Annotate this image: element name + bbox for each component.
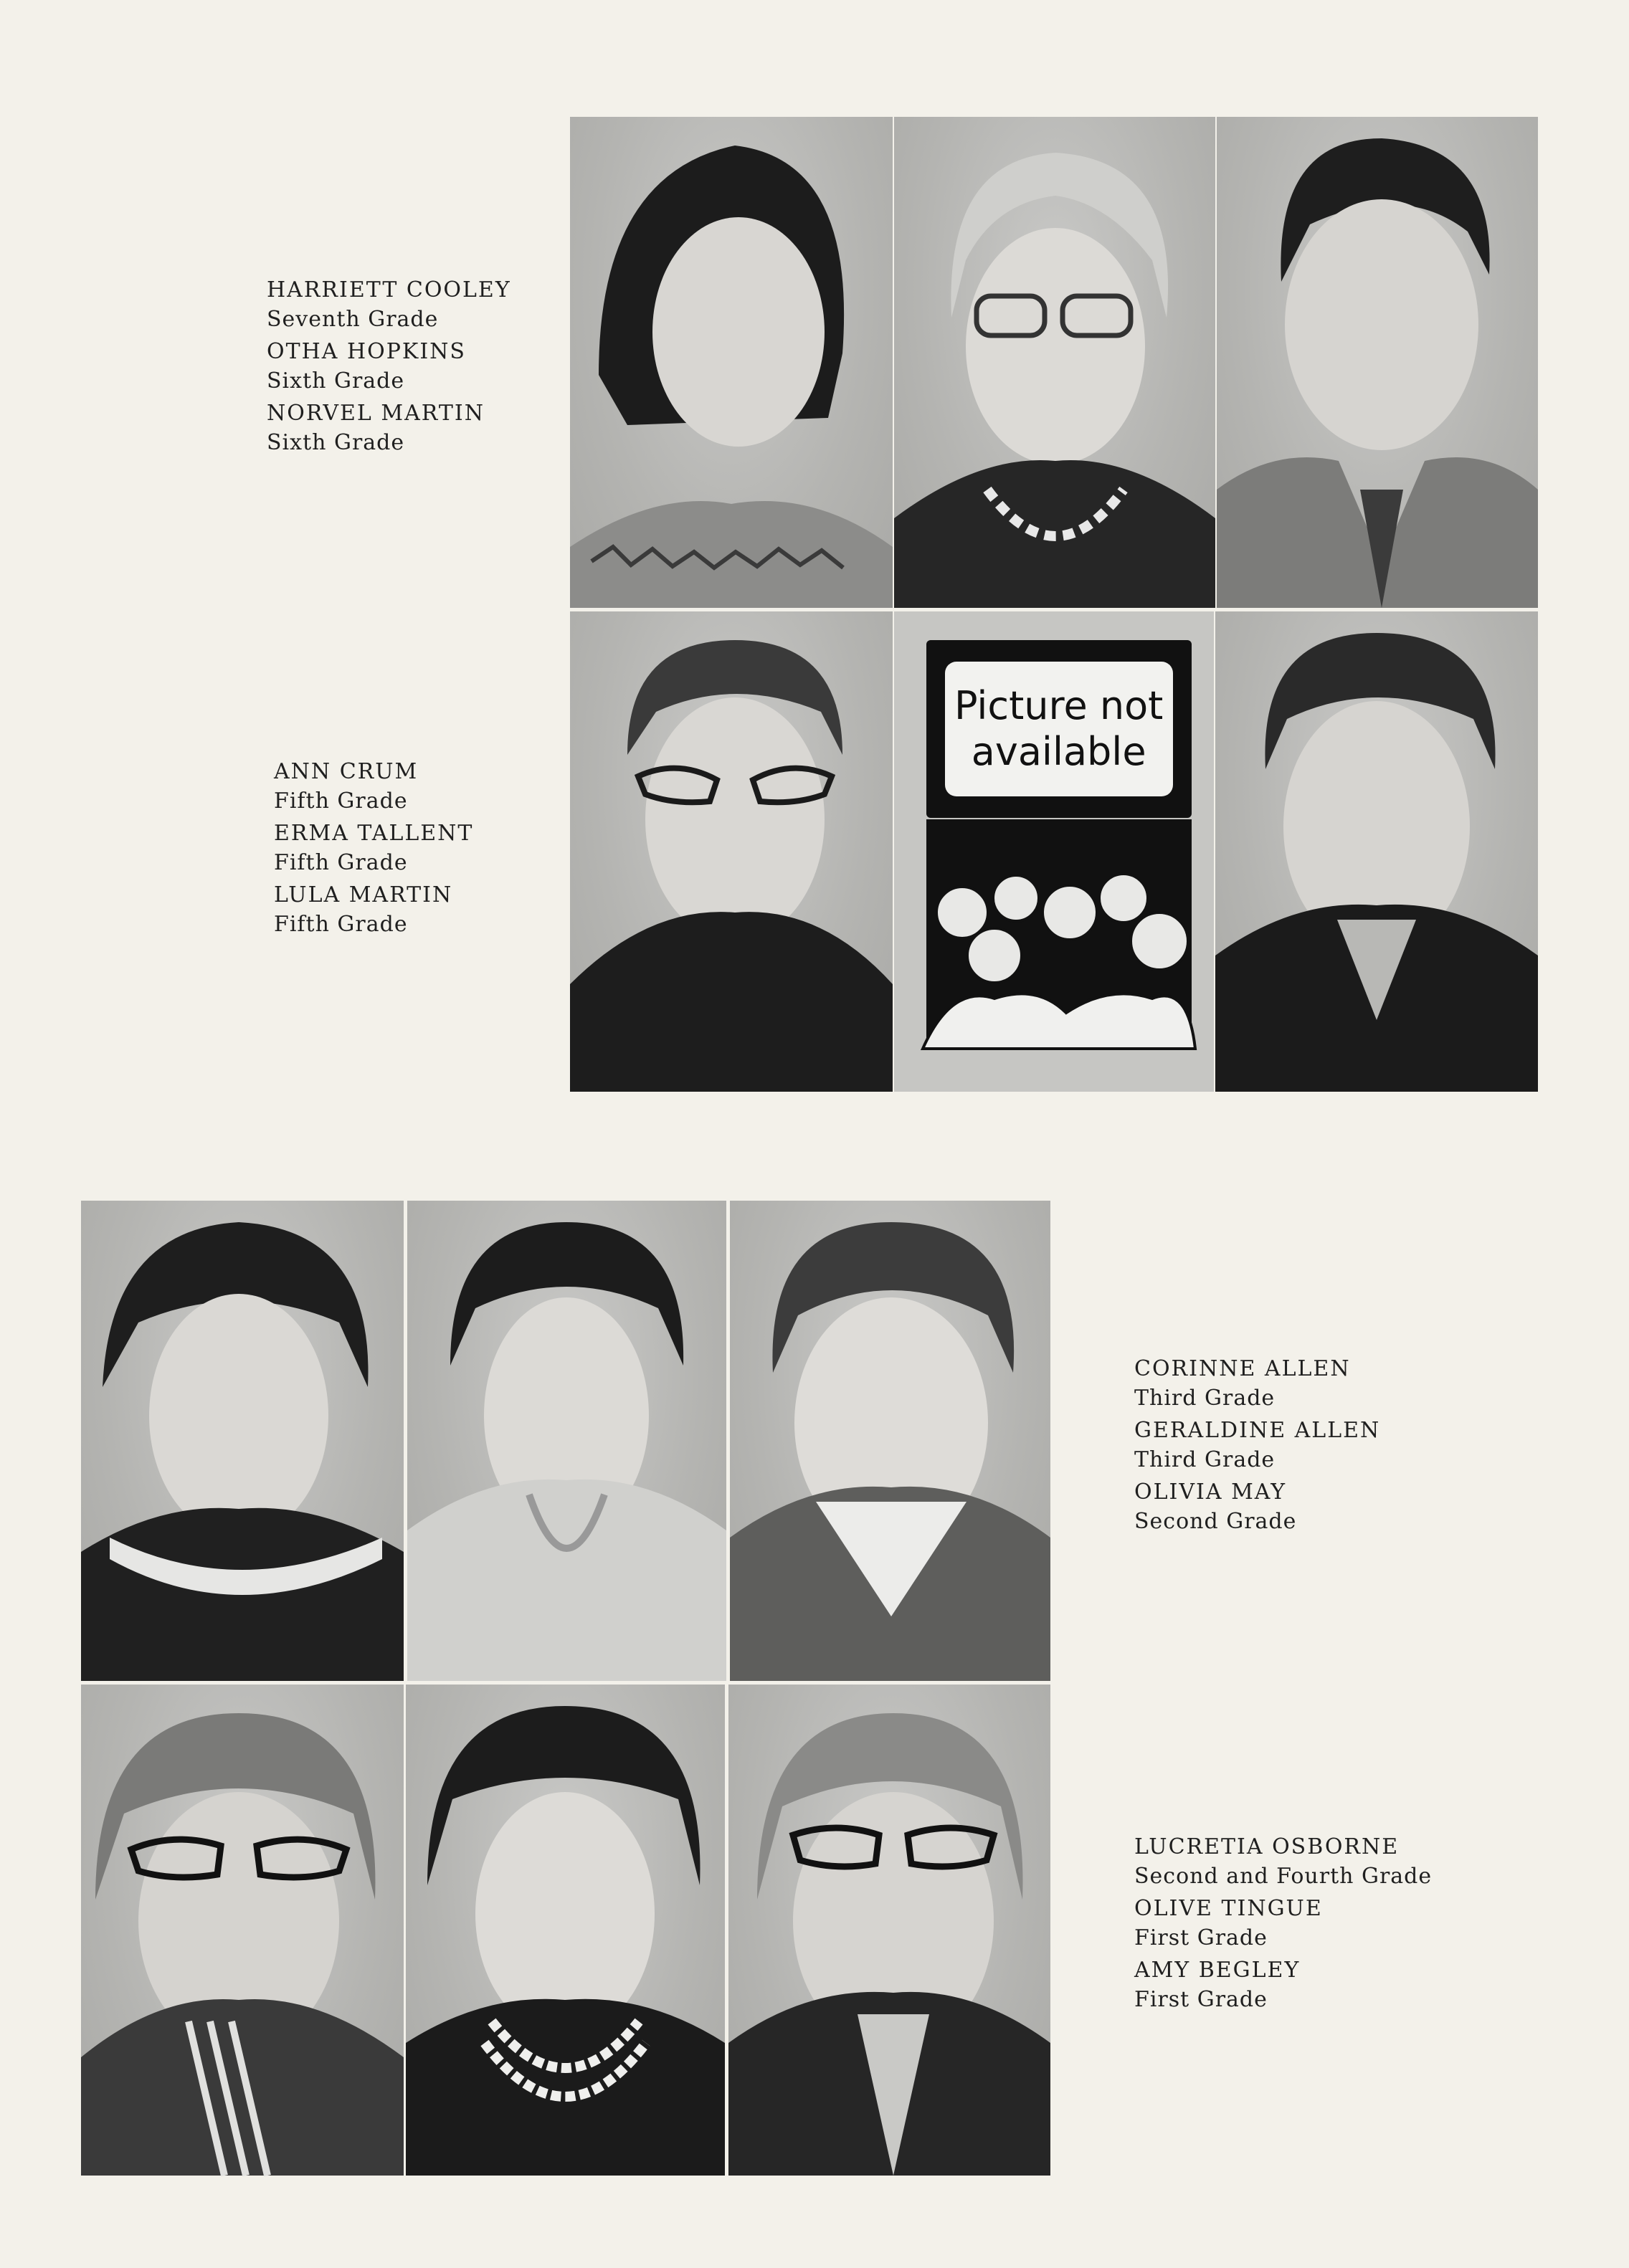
portrait-photo — [570, 117, 893, 608]
teacher-grade: Fifth Grade — [274, 912, 408, 937]
teacher-grade: Third Grade — [1134, 1447, 1276, 1472]
teacher-grade: Second and Fourth Grade — [1134, 1864, 1433, 1889]
portrait-photo — [1217, 117, 1538, 608]
teacher-name: OTHA HOPKINS — [267, 339, 466, 364]
portrait-photo — [570, 611, 893, 1092]
teacher-name: ANN CRUM — [274, 759, 419, 784]
teacher-grade: Fifth Grade — [274, 788, 408, 814]
teacher-name: OLIVIA MAY — [1134, 1480, 1287, 1505]
bottom-caption-1 — [1134, 1353, 1380, 1537]
teacher-name: AMY BEGLEY — [1134, 1958, 1301, 1983]
teacher-grade: First Grade — [1134, 1987, 1268, 2012]
teacher-grade: Fifth Grade — [274, 850, 408, 875]
not-available-line2: available — [971, 729, 1146, 775]
teacher-grade: Seventh Grade — [267, 307, 439, 332]
teacher-grade: First Grade — [1134, 1925, 1268, 1950]
teacher-name: LUCRETIA OSBORNE — [1134, 1834, 1400, 1859]
picture-not-available-graphic — [894, 611, 1214, 1092]
teacher-grade: Third Grade — [1134, 1386, 1276, 1411]
portrait-photo — [406, 1685, 725, 2176]
teacher-name: NORVEL MARTIN — [267, 401, 485, 426]
not-available-line1: Picture not — [954, 683, 1164, 729]
cinema-board — [894, 611, 1214, 1092]
portrait-photo — [81, 1201, 404, 1681]
portrait-photo — [728, 1685, 1050, 2176]
top-caption-2 — [274, 756, 473, 940]
teacher-name: CORINNE ALLEN — [1134, 1356, 1351, 1381]
top-photo-grid — [570, 117, 1538, 1092]
teacher-name: GERALDINE ALLEN — [1134, 1418, 1381, 1443]
teacher-name: OLIVE TINGUE — [1134, 1896, 1323, 1921]
top-caption-1 — [267, 275, 511, 455]
portrait-photo — [407, 1201, 726, 1681]
teacher-grade: Sixth Grade — [267, 430, 405, 455]
portrait-photo — [730, 1201, 1050, 1681]
bottom-photo-grid — [81, 1201, 1050, 2176]
teacher-name: ERMA TALLENT — [274, 821, 474, 846]
teacher-grade: Sixth Grade — [267, 368, 405, 394]
portrait-photo — [1215, 611, 1538, 1092]
teacher-grade: Second Grade — [1134, 1509, 1297, 1534]
portrait-photo — [894, 117, 1215, 608]
teacher-name: LULA MARTIN — [274, 882, 453, 907]
portrait-photo — [81, 1685, 404, 2176]
bottom-caption-2 — [1134, 1831, 1432, 2015]
teacher-name: HARRIETT COOLEY — [267, 277, 511, 302]
